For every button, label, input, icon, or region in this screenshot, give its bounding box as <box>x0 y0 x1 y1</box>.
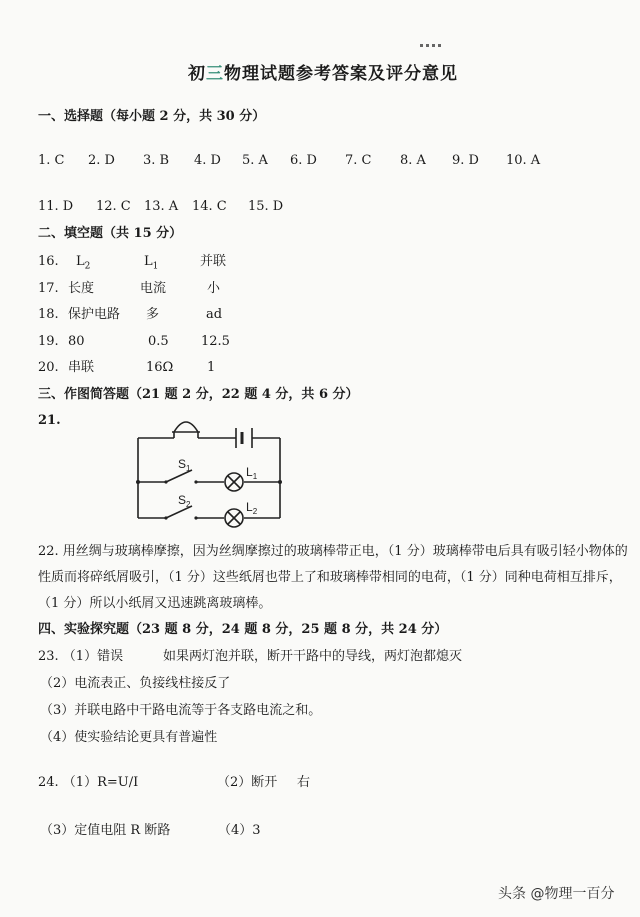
q24-2b: 右 <box>297 775 311 790</box>
q23-1-label: 23. （1）错误 <box>38 649 124 664</box>
q22-answer: 22. 用丝绸与玻璃棒摩擦，因为丝绸摩擦过的玻璃棒带正电，（1 分）玻璃棒带电后具有吸引轻小物体的性质而将碎纸屑吸引，（1 分）这些纸屑也带上了和玻璃棒带相同的电荷，（1 分）同种电荷相互排斥，（1 分）所以小纸屑又迅速跳离玻璃棒。 <box>38 544 628 611</box>
mc-answer: 4. D <box>194 153 221 168</box>
fill-answer: ad <box>206 307 223 322</box>
mc-answer: 7. C <box>345 153 372 168</box>
fill-answer: 并联 <box>200 254 227 269</box>
q23-2: （2）电流表正、负接线柱接反了 <box>40 676 231 691</box>
fill-answer: 小 <box>207 281 221 296</box>
section3-heading: 三、作图简答题（21 题 2 分，22 题 4 分，共 6 分） <box>38 387 359 402</box>
circuit-diagram <box>134 410 284 530</box>
q21-label: 21. <box>38 413 61 428</box>
switch-contact <box>194 480 197 483</box>
fill-answer: 0.5 <box>148 334 169 349</box>
fill-answer: 长度 <box>68 281 95 296</box>
fill-answer: $L_2$ <box>76 254 91 272</box>
fill-num: 17. <box>38 281 59 296</box>
mc-answer: 6. D <box>290 153 317 168</box>
fill-num: 16. <box>38 254 59 269</box>
mc-answer: 5. A <box>242 153 268 168</box>
section4-heading: 四、实验探究题（23 题 8 分，24 题 8 分，25 题 8 分，共 24 分） <box>38 622 448 637</box>
section1-heading: 一、选择题（每小题 2 分，共 30 分） <box>38 109 266 124</box>
fill-answer: $L_1$ <box>144 254 159 272</box>
q24-3: （3）定值电阻 R 断路 <box>40 823 171 838</box>
junction-dot <box>278 480 282 484</box>
mc-answer: 1. C <box>38 153 65 168</box>
label-l1: $L_1$ <box>246 465 258 481</box>
mc-answer: 3. B <box>143 153 170 168</box>
mc-answer: 13. A <box>144 199 179 214</box>
q24-2: （2）断开 <box>217 775 278 790</box>
fill-answer: 保护电路 <box>68 307 121 322</box>
q24-4: （4）3 <box>218 823 261 838</box>
fill-num: 19. <box>38 334 59 349</box>
mc-answer: 12. C <box>96 199 131 214</box>
q24-1: 24. （1）R=U/I <box>38 775 139 790</box>
fill-answer: 串联 <box>68 360 95 375</box>
fill-num: 18. <box>38 307 59 322</box>
label-l2: $L_2$ <box>246 500 258 516</box>
lamp-l1-icon <box>225 473 243 491</box>
page-title: 初三物理试题参考答案及评分意见 <box>188 64 458 84</box>
fill-answer: 电流 <box>140 281 167 296</box>
watermark: 头条 @物理一百分 <box>498 886 615 902</box>
mc-answer: 11. D <box>38 199 74 214</box>
bell-icon <box>172 422 200 438</box>
junction-dot <box>136 480 140 484</box>
mc-answer: 10. A <box>506 153 541 168</box>
mc-answer: 15. D <box>248 199 284 214</box>
switch-contact <box>164 516 167 519</box>
mc-answer: 14. C <box>192 199 227 214</box>
fill-answer: 12.5 <box>201 334 230 349</box>
q23-3: （3）并联电路中干路电流等于各支路电流之和。 <box>40 703 322 718</box>
label-s1: $S_1$ <box>178 457 191 473</box>
battery-icon <box>236 428 252 448</box>
fill-answer: 80 <box>68 334 85 349</box>
top-mark <box>420 44 444 47</box>
switch-contact <box>194 516 197 519</box>
mc-answer: 8. A <box>400 153 426 168</box>
mc-answer: 9. D <box>452 153 479 168</box>
label-s2: $S_2$ <box>178 493 191 509</box>
fill-answer: 多 <box>146 307 160 322</box>
mc-answer: 2. D <box>88 153 115 168</box>
lamp-l2-icon <box>225 509 243 527</box>
q23-1-text: 如果两灯泡并联，断开干路中的导线，两灯泡都熄灭 <box>163 649 463 664</box>
fill-answer: 16Ω <box>146 360 174 375</box>
q23-4: （4）使实验结论更具有普遍性 <box>40 730 218 745</box>
switch-contact <box>164 480 167 483</box>
section2-heading: 二、填空题（共 15 分） <box>38 226 183 241</box>
fill-num: 20. <box>38 360 59 375</box>
fill-answer: 1 <box>207 360 216 375</box>
